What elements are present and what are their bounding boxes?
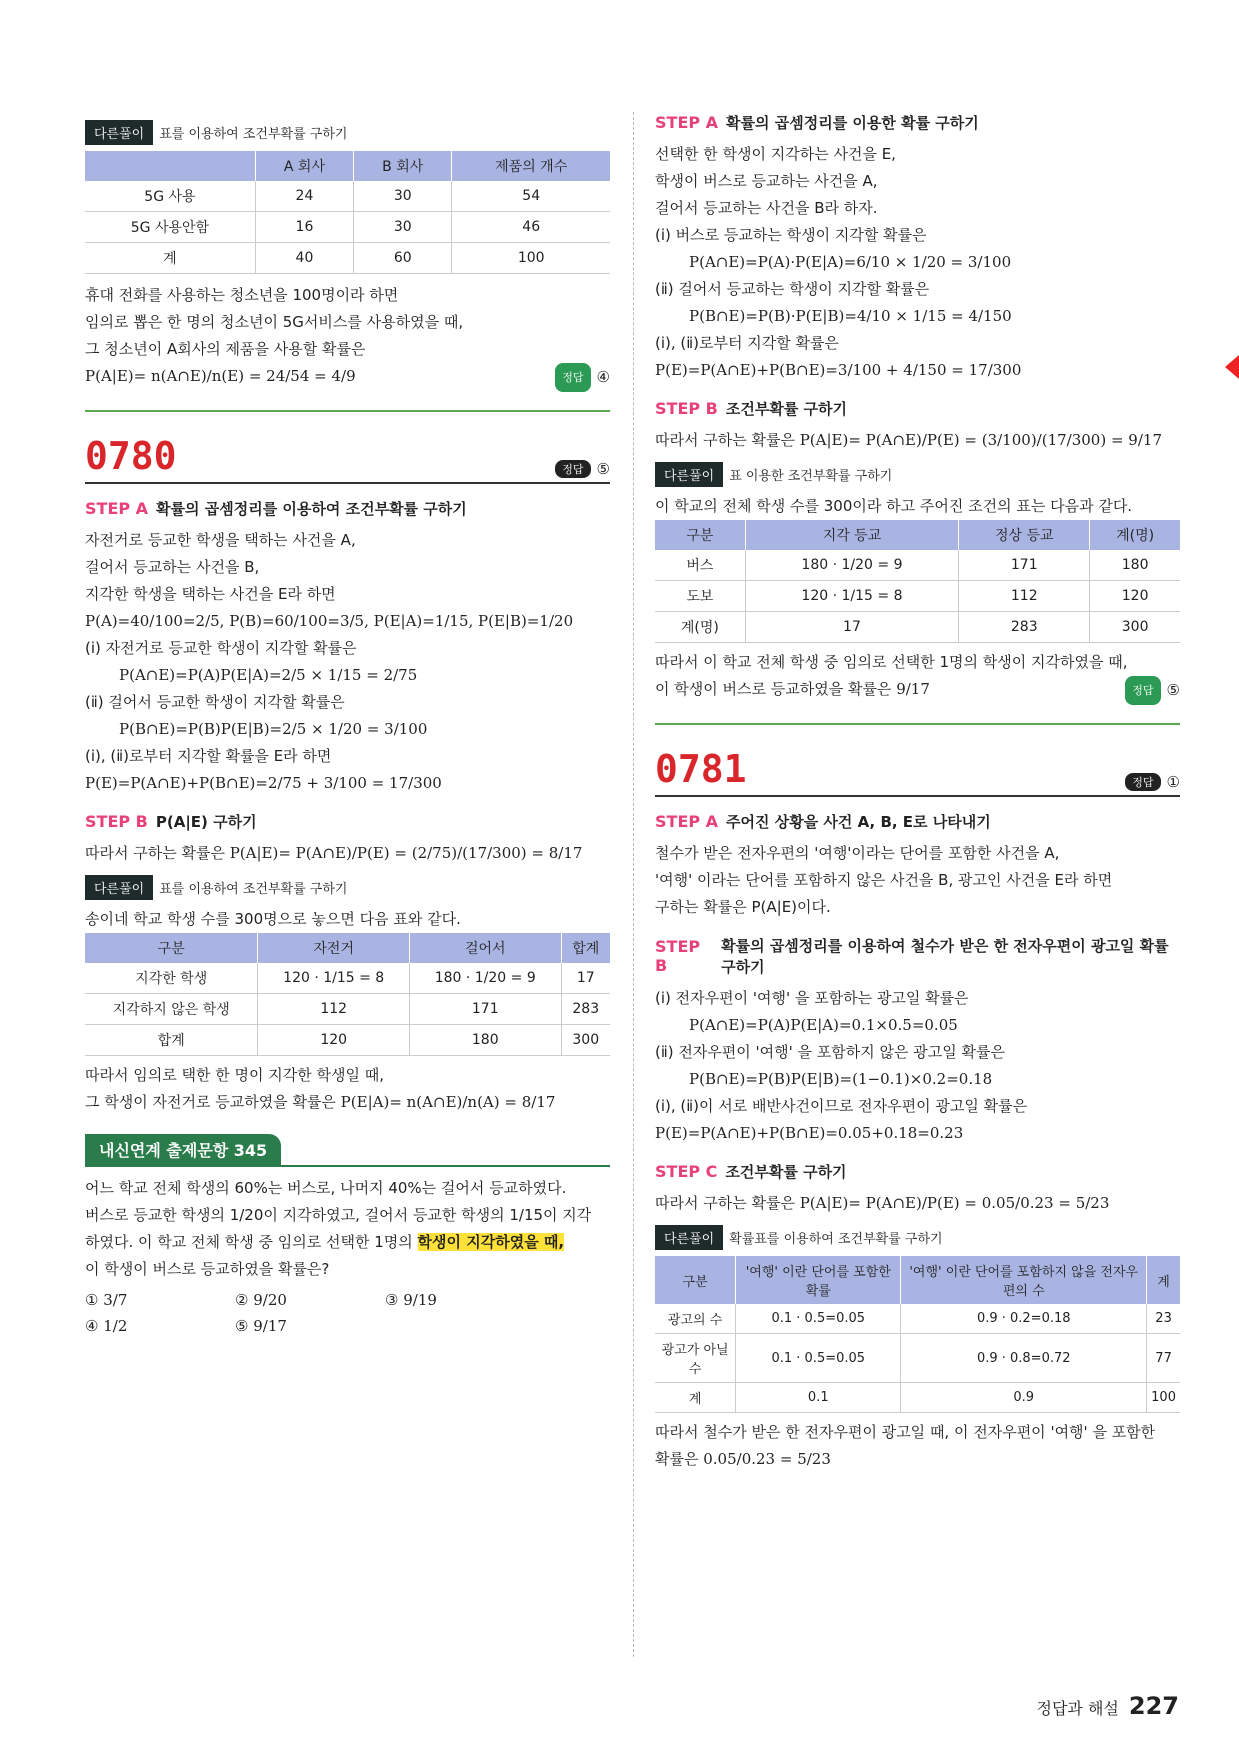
table-cell: 17 bbox=[745, 612, 959, 643]
step-label: STEP B bbox=[655, 937, 701, 975]
table-row bbox=[85, 1025, 610, 1056]
answer-value: ⑤ bbox=[596, 460, 610, 478]
table-cell: 46 bbox=[452, 212, 610, 243]
page-tab-marker bbox=[1225, 355, 1239, 379]
formula: P(A)=40/100=2/5, P(B)=60/100=3/5, P(E|A)=1/15, P(E|B)=1/20 bbox=[85, 612, 574, 630]
answer-badge: 정답 bbox=[1125, 676, 1160, 705]
step-a bbox=[655, 811, 1180, 832]
alt-solution-label: 다른풀이 bbox=[655, 462, 723, 487]
commute-table bbox=[85, 933, 610, 1056]
table-header: 제품의 개수 bbox=[452, 151, 610, 181]
alt-solution-label: 다른풀이 bbox=[85, 120, 153, 145]
text-line: 따라서 이 학교 전체 학생 중 임의로 선택한 1명의 학생이 지각하였을 때, bbox=[655, 653, 1128, 671]
company-table bbox=[85, 151, 610, 274]
step-title: 조건부확률 구하기 bbox=[725, 1163, 847, 1181]
answer-badge: 정답 bbox=[555, 363, 590, 392]
table-header: 지각 등교 bbox=[745, 520, 959, 550]
formula: 따라서 구하는 확률은 P(A|E)= P(A∩E)/P(E) = (2/75)/(17/300) = 8/17 bbox=[85, 844, 583, 862]
table-row bbox=[655, 581, 1180, 612]
table-cell: 112 bbox=[959, 581, 1090, 612]
table-cell: 5G 사용안함 bbox=[85, 212, 255, 243]
formula: P(B∩E)=P(B)P(E|B)=2/5 × 1/20 = 3/100 bbox=[119, 720, 428, 738]
table-cell: 0.9 · 0.8=0.72 bbox=[901, 1334, 1147, 1383]
choice: ③ 9/19 bbox=[385, 1291, 437, 1309]
table-header bbox=[85, 151, 255, 181]
text-line: (ⅰ) 버스로 등교하는 학생이 지각할 확률은 bbox=[655, 226, 927, 244]
text-line: 따라서 임의로 택한 한 명이 지각한 학생일 때, bbox=[85, 1066, 384, 1084]
text-line: 학생이 버스로 등교하는 사건을 A, bbox=[655, 172, 878, 190]
problem-header-780 bbox=[85, 434, 610, 484]
choice: ④ 1/2 bbox=[85, 1317, 128, 1335]
formula: 확률은 0.05/0.23 = 5/23 bbox=[655, 1450, 831, 1468]
table-row bbox=[85, 243, 610, 274]
table-cell: 54 bbox=[452, 181, 610, 212]
table-row bbox=[655, 612, 1180, 643]
answer-badge: 정답 bbox=[1125, 773, 1160, 791]
step-label: STEP A bbox=[655, 113, 719, 132]
table-cell: 0.9 bbox=[901, 1383, 1147, 1413]
step-title: 확률의 곱셈정리를 이용하여 조건부확률 구하기 bbox=[156, 500, 467, 518]
table-header: 구분 bbox=[655, 1256, 736, 1304]
table-header: 걸어서 bbox=[409, 933, 561, 963]
table-header: '여행' 이란 단어를 포함한 확률 bbox=[736, 1256, 901, 1304]
formula: P(A∩E)=P(A)·P(E|A)=6/10 × 1/20 = 3/100 bbox=[689, 253, 1012, 271]
table-header: 자전거 bbox=[258, 933, 410, 963]
table-header: A 회사 bbox=[255, 151, 353, 181]
table-row bbox=[655, 1383, 1180, 1413]
table-cell: 120 bbox=[258, 1025, 410, 1056]
table-cell: 180 bbox=[409, 1025, 561, 1056]
bus-walk-table bbox=[655, 520, 1180, 643]
step-title: P(A|E) 구하기 bbox=[155, 813, 257, 831]
table-cell: 100 bbox=[1147, 1383, 1180, 1413]
section-separator bbox=[85, 410, 610, 412]
table-cell: 합계 bbox=[85, 1025, 258, 1056]
table-cell: 40 bbox=[255, 243, 353, 274]
step-a bbox=[655, 112, 1180, 133]
step-a bbox=[85, 498, 610, 519]
step-label: STEP C bbox=[655, 1162, 718, 1181]
alt-solution-label: 다른풀이 bbox=[655, 1225, 723, 1250]
formula: P(A∩E)=P(A)P(E|A)=2/5 × 1/15 = 2/75 bbox=[119, 666, 418, 684]
text-line: 임의로 뽑은 한 명의 청소년이 5G서비스를 사용하였을 때, bbox=[85, 313, 464, 331]
text-line: (ⅱ) 걸어서 등교하는 학생이 지각할 확률은 bbox=[655, 280, 930, 298]
table-cell: 17 bbox=[561, 963, 610, 994]
table-row bbox=[655, 1304, 1180, 1334]
table-cell: 0.1 bbox=[736, 1383, 901, 1413]
text-line: 자전거로 등교한 학생을 택하는 사건을 A, bbox=[85, 531, 356, 549]
table-row bbox=[85, 181, 610, 212]
table-row bbox=[655, 550, 1180, 581]
text-line: 구하는 확률은 P(A|E)이다. bbox=[655, 898, 831, 916]
table-cell: 100 bbox=[452, 243, 610, 274]
step-title: 확률의 곱셈정리를 이용하여 철수가 받은 한 전자우편이 광고일 확률 구하기 bbox=[721, 937, 1169, 976]
text-line: 송이네 학교 학생 수를 300명으로 놓으면 다음 표와 같다. bbox=[85, 910, 461, 928]
table-header: 구분 bbox=[655, 520, 745, 550]
text-line: 걸어서 등교하는 사건을 B라 하자. bbox=[655, 199, 878, 217]
formula: 따라서 구하는 확률은 P(A|E)= P(A∩E)/P(E) = (3/100)/(17/300) = 9/17 bbox=[655, 431, 1162, 449]
email-table bbox=[655, 1256, 1180, 1413]
table-cell: 180 · 1/20 = 9 bbox=[745, 550, 959, 581]
footer-label: 정답과 해설 bbox=[1036, 1699, 1119, 1718]
formula: P(B∩E)=P(B)P(E|B)=(1−0.1)×0.2=0.18 bbox=[689, 1070, 993, 1088]
table-cell: 도보 bbox=[655, 581, 745, 612]
text-line: (ⅱ) 전자우편이 '여행' 을 포함하지 않은 광고일 확률은 bbox=[655, 1043, 1005, 1061]
text-line: 지각한 학생을 택하는 사건을 E라 하면 bbox=[85, 585, 336, 603]
text-line: 그 청소년이 A회사의 제품을 사용할 확률은 bbox=[85, 340, 366, 358]
table-cell: 버스 bbox=[655, 550, 745, 581]
table-row bbox=[655, 1334, 1180, 1383]
table-cell: 120 · 1/15 = 8 bbox=[258, 963, 410, 994]
text-line: 이 학교의 전체 학생 수를 300이라 하고 주어진 조건의 표는 다음과 같다. bbox=[655, 497, 1133, 515]
choice: ⑤ 9/17 bbox=[235, 1317, 287, 1335]
formula: P(B∩E)=P(B)·P(E|B)=4/10 × 1/15 = 4/150 bbox=[689, 307, 1012, 325]
step-b bbox=[655, 398, 1180, 419]
table-cell: 180 bbox=[1090, 550, 1180, 581]
text-line: 휴대 전화를 사용하는 청소년을 100명이라 하면 bbox=[85, 286, 399, 304]
question-line: 이 학생이 버스로 등교하였을 확률은? bbox=[85, 1260, 330, 1278]
formula: 이 학생이 버스로 등교하였을 확률은 9/17 bbox=[655, 680, 930, 698]
table-header: 계 bbox=[1147, 1256, 1180, 1304]
right-column bbox=[655, 112, 1180, 1473]
table-cell: 0.9 · 0.2=0.18 bbox=[901, 1304, 1147, 1334]
table-cell: 120 · 1/15 = 8 bbox=[745, 581, 959, 612]
step-b bbox=[85, 811, 610, 832]
table-header: 정상 등교 bbox=[959, 520, 1090, 550]
table-cell: 23 bbox=[1147, 1304, 1180, 1334]
step-title: 확률의 곱셈정리를 이용한 확률 구하기 bbox=[726, 114, 979, 132]
text-line: 걸어서 등교하는 사건을 B, bbox=[85, 558, 260, 576]
table-header: 계(명) bbox=[1090, 520, 1180, 550]
table-row bbox=[85, 212, 610, 243]
problem-number: 0781 bbox=[655, 747, 747, 791]
page-number: 227 bbox=[1128, 1692, 1179, 1720]
step-b bbox=[655, 935, 1180, 977]
text-line: (ⅰ) 전자우편이 '여행' 을 포함하는 광고일 확률은 bbox=[655, 989, 969, 1007]
choice: ① 3/7 bbox=[85, 1291, 128, 1309]
table-row bbox=[85, 994, 610, 1025]
formula: P(E)=P(A∩E)+P(B∩E)=2/75 + 3/100 = 17/300 bbox=[85, 774, 442, 792]
alt-solution-tag bbox=[655, 462, 1180, 487]
table-cell: 0.1 · 0.5=0.05 bbox=[736, 1304, 901, 1334]
choice: ② 9/20 bbox=[235, 1291, 287, 1309]
text-line: '여행' 이라는 단어를 포함하지 않은 사건을 B, 광고인 사건을 E라 하면 bbox=[655, 871, 1113, 889]
step-label: STEP B bbox=[85, 812, 148, 831]
text-line: (ⅰ), (ⅱ)로부터 지각할 확률을 E라 하면 bbox=[85, 747, 332, 765]
text-line: 철수가 받은 전자우편의 '여행'이라는 단어를 포함한 사건을 A, bbox=[655, 844, 1060, 862]
table-cell: 계 bbox=[655, 1383, 736, 1413]
step-label: STEP A bbox=[85, 499, 149, 518]
formula: 그 학생이 자전거로 등교하였을 확률은 P(E|A)= n(A∩E)/n(A) = 8/17 bbox=[85, 1093, 556, 1111]
table-cell: 300 bbox=[561, 1025, 610, 1056]
problem-number: 0780 bbox=[85, 434, 177, 478]
table-cell: 계 bbox=[85, 243, 255, 274]
step-c bbox=[655, 1161, 1180, 1182]
question-line: 버스로 등교한 학생의 1/20이 지각하였고, 걸어서 등교한 학생의 1/15이 지각 bbox=[85, 1206, 592, 1224]
linked-problem-badge: 내신연계 출제문항 345 bbox=[85, 1134, 281, 1165]
alt-solution-tag bbox=[85, 120, 610, 145]
table-cell: 24 bbox=[255, 181, 353, 212]
formula: P(A|E)= n(A∩E)/n(E) = 24/54 = 4/9 bbox=[85, 367, 356, 385]
text-line: (ⅰ), (ⅱ)이 서로 배반사건이므로 전자우편이 광고일 확률은 bbox=[655, 1097, 1028, 1115]
alt-solution-title: 확률표를 이용하여 조건부확률 구하기 bbox=[729, 1232, 943, 1247]
table-header: 합계 bbox=[561, 933, 610, 963]
text-line: (ⅰ), (ⅱ)로부터 지각할 확률은 bbox=[655, 334, 839, 352]
table-cell: 77 bbox=[1147, 1334, 1180, 1383]
table-cell: 지각한 학생 bbox=[85, 963, 258, 994]
table-cell: 112 bbox=[258, 994, 410, 1025]
alt-solution-title: 표 이용한 조건부확률 구하기 bbox=[729, 469, 893, 484]
table-header: '여행' 이란 단어를 포함하지 않을 전자우편의 수 bbox=[901, 1256, 1147, 1304]
text-line: 선택한 한 학생이 지각하는 사건을 E, bbox=[655, 145, 896, 163]
step-label: STEP A bbox=[655, 812, 719, 831]
table-cell: 60 bbox=[354, 243, 452, 274]
alt-solution-tag bbox=[655, 1225, 1180, 1250]
table-cell: 지각하지 않은 학생 bbox=[85, 994, 258, 1025]
table-cell: 283 bbox=[959, 612, 1090, 643]
table-header: B 회사 bbox=[354, 151, 452, 181]
highlighted-text: 학생이 지각하였을 때, bbox=[417, 1233, 565, 1251]
table-cell: 광고가 아닐 수 bbox=[655, 1334, 736, 1383]
table-cell: 광고의 수 bbox=[655, 1304, 736, 1334]
step-title: 조건부확률 구하기 bbox=[725, 400, 848, 418]
table-cell: 171 bbox=[409, 994, 561, 1025]
question-line: 하였다. 이 학교 전체 학생 중 임의로 선택한 1명의 bbox=[85, 1233, 418, 1251]
section-separator bbox=[655, 723, 1180, 725]
question-line: 어느 학교 전체 학생의 60%는 버스로, 나머지 40%는 걸어서 등교하였다. bbox=[85, 1179, 567, 1197]
table-cell: 5G 사용 bbox=[85, 181, 255, 212]
table-cell: 180 · 1/20 = 9 bbox=[409, 963, 561, 994]
table-row bbox=[85, 963, 610, 994]
alt-solution-label: 다른풀이 bbox=[85, 875, 153, 900]
column-divider bbox=[633, 112, 634, 1657]
answer-value: ⑤ bbox=[1166, 681, 1180, 699]
alt-solution-title: 표를 이용하여 조건부확률 구하기 bbox=[159, 882, 348, 897]
table-cell: 30 bbox=[354, 212, 452, 243]
answer-badge: 정답 bbox=[555, 460, 590, 478]
table-cell: 171 bbox=[959, 550, 1090, 581]
answer-choices bbox=[85, 1291, 610, 1335]
table-cell: 30 bbox=[354, 181, 452, 212]
text-line: (ⅰ) 자전거로 등교한 학생이 지각할 확률은 bbox=[85, 639, 357, 657]
answer-value: ① bbox=[1166, 773, 1180, 791]
table-cell: 계(명) bbox=[655, 612, 745, 643]
alt-solution-title: 표를 이용하여 조건부확률 구하기 bbox=[159, 127, 348, 142]
problem-header-781 bbox=[655, 747, 1180, 797]
formula: 따라서 구하는 확률은 P(A|E)= P(A∩E)/P(E) = 0.05/0.23 = 5/23 bbox=[655, 1194, 1110, 1212]
left-column bbox=[85, 112, 610, 1335]
formula: P(E)=P(A∩E)+P(B∩E)=0.05+0.18=0.23 bbox=[655, 1124, 964, 1142]
table-header: 구분 bbox=[85, 933, 258, 963]
table-cell: 283 bbox=[561, 994, 610, 1025]
step-title: 주어진 상황을 사건 A, B, E로 나타내기 bbox=[726, 813, 991, 831]
text-line: (ⅱ) 걸어서 등교한 학생이 지각할 확률은 bbox=[85, 693, 345, 711]
alt-solution-tag bbox=[85, 875, 610, 900]
table-cell: 16 bbox=[255, 212, 353, 243]
step-label: STEP B bbox=[655, 399, 718, 418]
answer-value: ④ bbox=[596, 368, 610, 386]
table-cell: 300 bbox=[1090, 612, 1180, 643]
table-cell: 120 bbox=[1090, 581, 1180, 612]
page-footer bbox=[1037, 1692, 1179, 1720]
linked-problem-rule bbox=[85, 1165, 610, 1167]
table-cell: 0.1 · 0.5=0.05 bbox=[736, 1334, 901, 1383]
formula: P(E)=P(A∩E)+P(B∩E)=3/100 + 4/150 = 17/300 bbox=[655, 361, 1022, 379]
formula: P(A∩E)=P(A)P(E|A)=0.1×0.5=0.05 bbox=[689, 1016, 958, 1034]
text-line: 따라서 철수가 받은 한 전자우편이 광고일 때, 이 전자우편이 '여행' 을 포함한 bbox=[655, 1423, 1156, 1441]
